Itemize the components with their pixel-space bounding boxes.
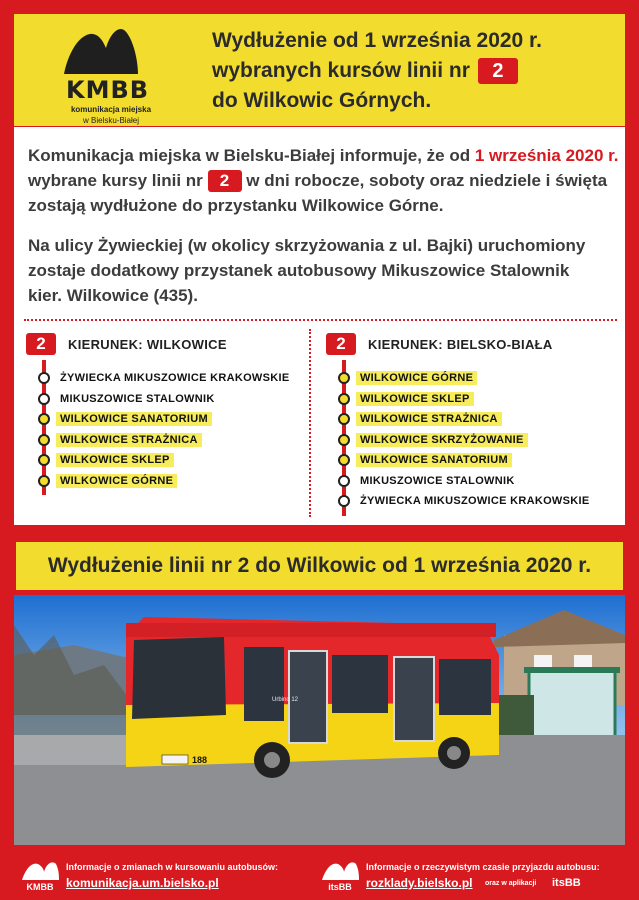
stop-name: WILKOWICE GÓRNE: [56, 474, 177, 488]
intro-date: 1 września 2020 r.: [474, 146, 619, 165]
line-badge: 2: [478, 58, 518, 84]
footer-left-link[interactable]: komunikacja.um.bielsko.pl: [66, 876, 219, 890]
stop-name: WILKOWICE STRAŻNICA: [56, 433, 202, 447]
header: [14, 14, 625, 126]
logo-subtitle: komunikacja miejska: [70, 105, 152, 114]
new-stop-dot-icon: [38, 413, 50, 425]
stop-item: [336, 491, 616, 512]
mountain-logo-icon: [60, 24, 140, 76]
direction-title: KIERUNEK: WILKOWICE: [68, 336, 227, 352]
stop-item: [336, 471, 616, 492]
itsbb-footer-icon: itsBB: [320, 858, 356, 898]
bus-photo: [14, 595, 625, 845]
bus-model: Urbino 12: [272, 697, 299, 703]
stop-list: [336, 368, 616, 512]
new-stop-dot-icon: [338, 372, 350, 384]
direction-wilkowice: [26, 332, 316, 491]
stop-item: [336, 409, 616, 430]
stop-item: [36, 389, 316, 410]
title-line-3: do Wilkowic Górnych.: [212, 89, 432, 112]
stop-item: [36, 368, 316, 389]
direction-bielsko-biala: [326, 332, 616, 512]
stop-item: [36, 450, 316, 471]
stop-name: WILKOWICE SKLEP: [356, 392, 474, 406]
new-stop-dot-icon: [338, 434, 350, 446]
bus-number: 188: [192, 755, 208, 765]
stop-item: [336, 430, 616, 451]
bus-illustration: [14, 595, 625, 845]
stop-name: WILKOWICE SKRZYŻOWANIE: [356, 433, 528, 447]
footer: [0, 852, 639, 900]
footer-app-text: oraz w aplikacji: [485, 880, 537, 887]
footer-app-name[interactable]: itsBB: [552, 877, 581, 889]
content-panel: [14, 127, 625, 525]
stop-dot-icon: [338, 475, 350, 487]
new-stop-dot-icon: [38, 454, 50, 466]
stop-list: [36, 368, 316, 491]
logo-city: w Bielsku-Białej: [82, 116, 140, 125]
stop-item: [336, 368, 616, 389]
stop-dot-icon: [38, 372, 50, 384]
stop-name: WILKOWICE SKLEP: [56, 453, 174, 467]
stop-dot-icon: [38, 393, 50, 405]
new-stop-dot-icon: [338, 393, 350, 405]
banner-text: Wydłużenie linii nr 2 do Wilkowic od 1 września 2020 r.: [47, 554, 592, 577]
stop-name: WILKOWICE GÓRNE: [356, 371, 477, 385]
direction-line-badge: 2: [26, 333, 56, 355]
stop-name: WILKOWICE SANATORIUM: [356, 453, 512, 467]
direction-title: KIERUNEK: BIELSKO-BIAŁA: [368, 336, 553, 352]
stop-name: MIKUSZOWICE STALOWNIK: [360, 474, 515, 487]
footer-right-link[interactable]: rozklady.bielsko.pl: [366, 876, 473, 890]
new-stop-dot-icon: [338, 454, 350, 466]
kmbb-footer-icon: KMBB: [20, 858, 56, 898]
stop-name: ŻYWIECKA MIKUSZOWICE KRAKOWSKIE: [60, 372, 290, 385]
logo-wordmark: KMBB: [66, 76, 150, 104]
notice-paragraph: Na ulicy Żywieckiej (w okolicy skrzyżowania z ul. Bajki) uruchomiony zostaje dodatkowy przystanek autobusowy Mikuszowice Stalownik kier. Wilkowice (435).: [28, 236, 586, 305]
title-line-2: wybranych kursów linii nr 2: [212, 56, 612, 86]
new-stop-dot-icon: [38, 434, 50, 446]
direction-line-badge: 2: [326, 333, 356, 355]
stop-name: ŻYWIECKA MIKUSZOWICE KRAKOWSKIE: [360, 495, 590, 508]
stop-name: WILKOWICE SANATORIUM: [56, 412, 212, 426]
stop-item: [336, 389, 616, 410]
intro-paragraph: Komunikacja miejska w Bielsku-Białej informuje, że od 1 września 2020 r. wybrane kursy linii nr 2 w dni robocze, soboty oraz niedziele i święta zostają wydłużone do przystanku Wilkowice Górne.: [28, 146, 619, 215]
new-stop-dot-icon: [338, 413, 350, 425]
new-stop-dot-icon: [38, 475, 50, 487]
stop-name: MIKUSZOWICE STALOWNIK: [60, 392, 215, 405]
title-line-1: Wydłużenie od 1 września 2020 r.: [212, 29, 542, 52]
intro-line-badge: 2: [208, 170, 242, 192]
header-title: [212, 26, 612, 116]
divider: [24, 319, 617, 321]
stop-item: [336, 450, 616, 471]
footer-right-info: Informacje o rzeczywistym czasie przyjazdu autobusu:: [366, 862, 600, 872]
kmbb-logo: [54, 24, 159, 124]
bottom-banner: [16, 542, 623, 590]
stop-dot-icon: [338, 495, 350, 507]
footer-left-info: Informacje o zmianach w kursowaniu autobusów:: [66, 862, 279, 872]
stop-item: [36, 409, 316, 430]
stop-item: [36, 471, 316, 492]
stop-name: WILKOWICE STRAŻNICA: [356, 412, 502, 426]
stop-item: [36, 430, 316, 451]
